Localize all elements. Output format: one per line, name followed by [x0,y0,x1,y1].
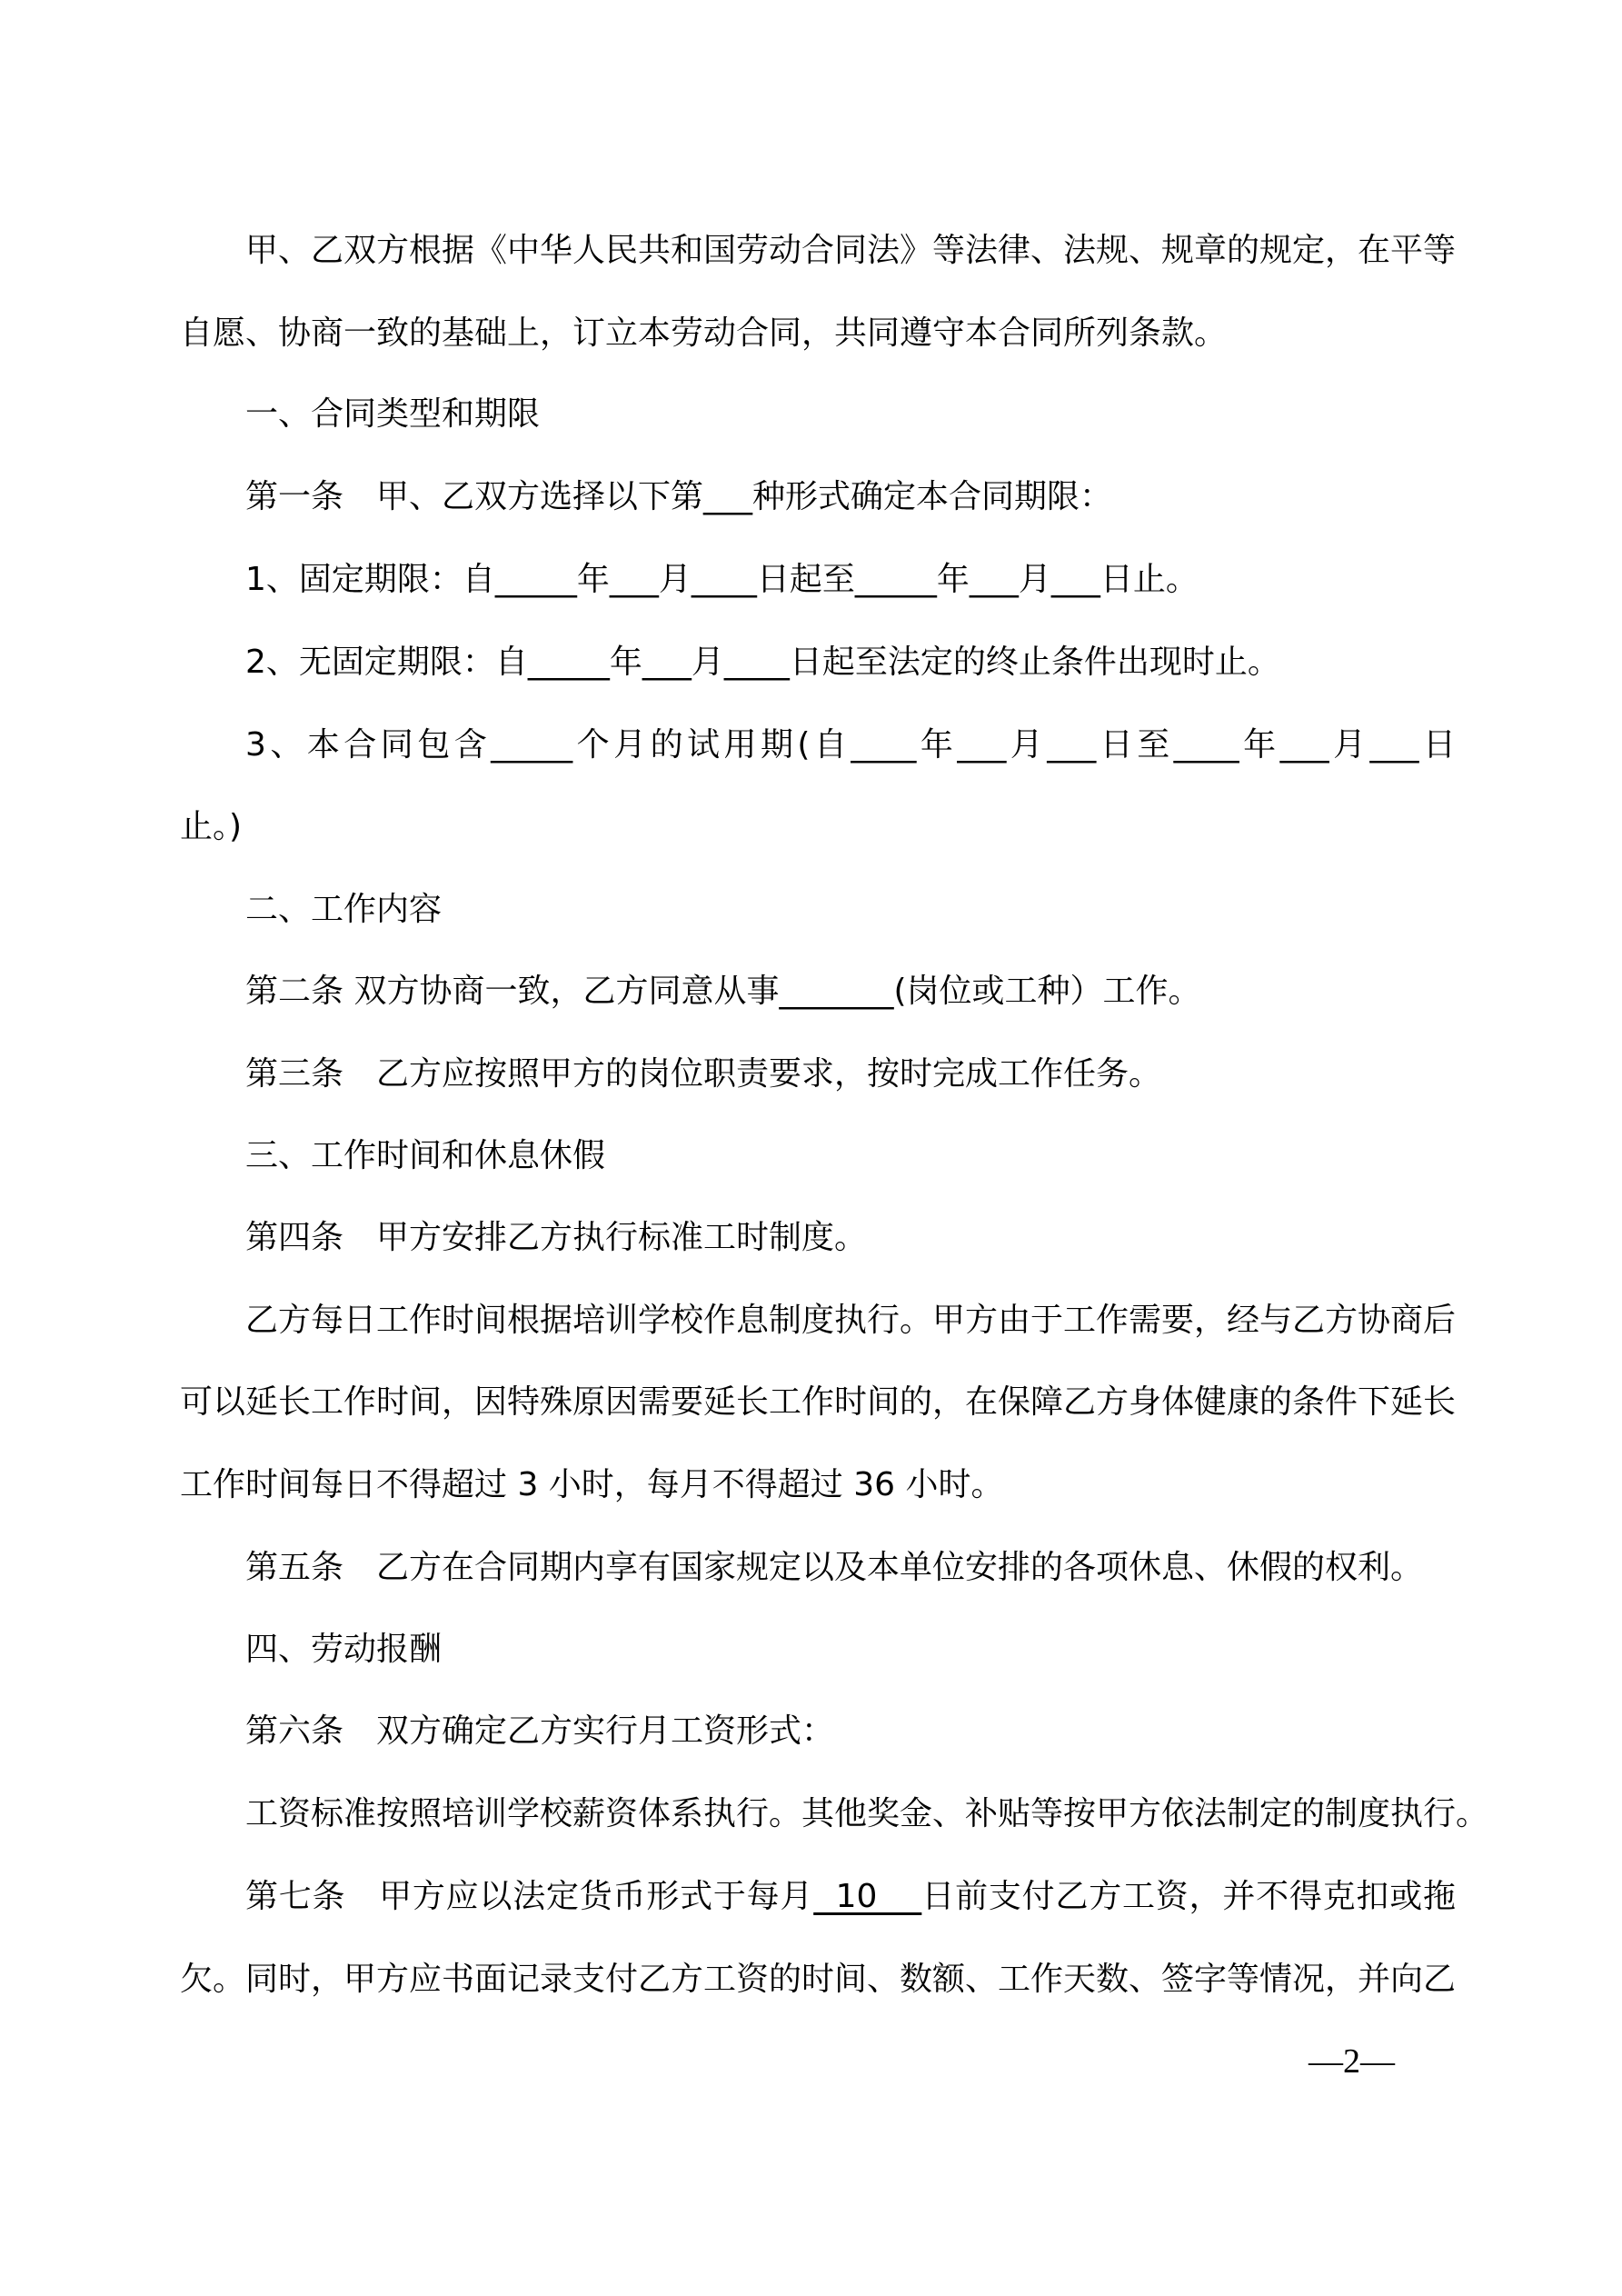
section-heading-work-hours: 三、工作时间和休息休假 [245,1137,606,1174]
article-7-after: 日前支付乙方工资，并不得克扣或拖 [921,1878,1456,1915]
open-term-clause: 2、无固定期限：自_____年___月____日起至法定的终止条件出现时止。 [245,644,1280,681]
probation-clause: 3、本合同包含_____个月的试用期(自____年___月___日至____年___月___日 [245,726,1456,764]
article-1: 第一条 甲、乙双方选择以下第___种形式确定本合同期限： [245,478,1113,515]
work-hours-line-2: 可以延长工作时间，因特殊原因需要延长工作时间的，在保障乙方身体健康的条件下延长 [180,1383,1457,1421]
work-hours-line-3: 工作时间每日不得超过 3 小时，每月不得超过 36 小时。 [180,1466,1004,1503]
article-7 [180,1874,1456,1920]
preamble-line-2: 自愿、协商一致的基础上，订立本劳动合同，共同遵守本合同所列条款。 [180,314,1228,352]
fixed-term-clause: 1、固定期限：自_____年___月____日起至_____年___月___日止。 [245,561,1199,598]
article-7-before: 第七条 甲方应以法定货币形式于每月 [245,1878,814,1915]
article-6: 第六条 双方确定乙方实行月工资形式： [245,1712,835,1750]
section-heading-contract-type: 一、合同类型和期限 [245,395,541,433]
article-7-continued: 欠。同时，甲方应书面记录支付乙方工资的时间、数额、工作天数、签字等情况，并向乙 [180,1961,1457,1998]
article-4: 第四条 甲方安排乙方执行标准工时制度。 [245,1219,868,1256]
salary-standard: 工资标准按照培训学校薪资体系执行。其他奖金、补贴等按甲方依法制定的制度执行。 [245,1795,1489,1832]
section-heading-remuneration: 四、劳动报酬 [245,1631,443,1668]
pay-day-field: 10 [813,1878,922,1915]
article-3: 第三条 乙方应按照甲方的岗位职责要求，按时完成工作任务。 [245,1055,1162,1093]
article-2: 第二条 双方协商一致，乙方同意从事_______(岗位或工种）工作。 [245,973,1201,1010]
article-5: 第五条 乙方在合同期内享有国家规定以及本单位安排的各项休息、休假的权利。 [245,1549,1424,1586]
probation-clause-end: 止。) [180,808,243,845]
section-heading-work-content: 二、工作内容 [245,891,443,928]
page-number: —2— [1309,2042,1395,2081]
preamble-line-1: 甲、乙双方根据《中华人民共和国劳动合同法》等法律、法规、规章的规定，在平等 [245,232,1457,269]
work-hours-line-1: 乙方每日工作时间根据培训学校作息制度执行。甲方由于工作需要，经与乙方协商后 [245,1302,1457,1339]
